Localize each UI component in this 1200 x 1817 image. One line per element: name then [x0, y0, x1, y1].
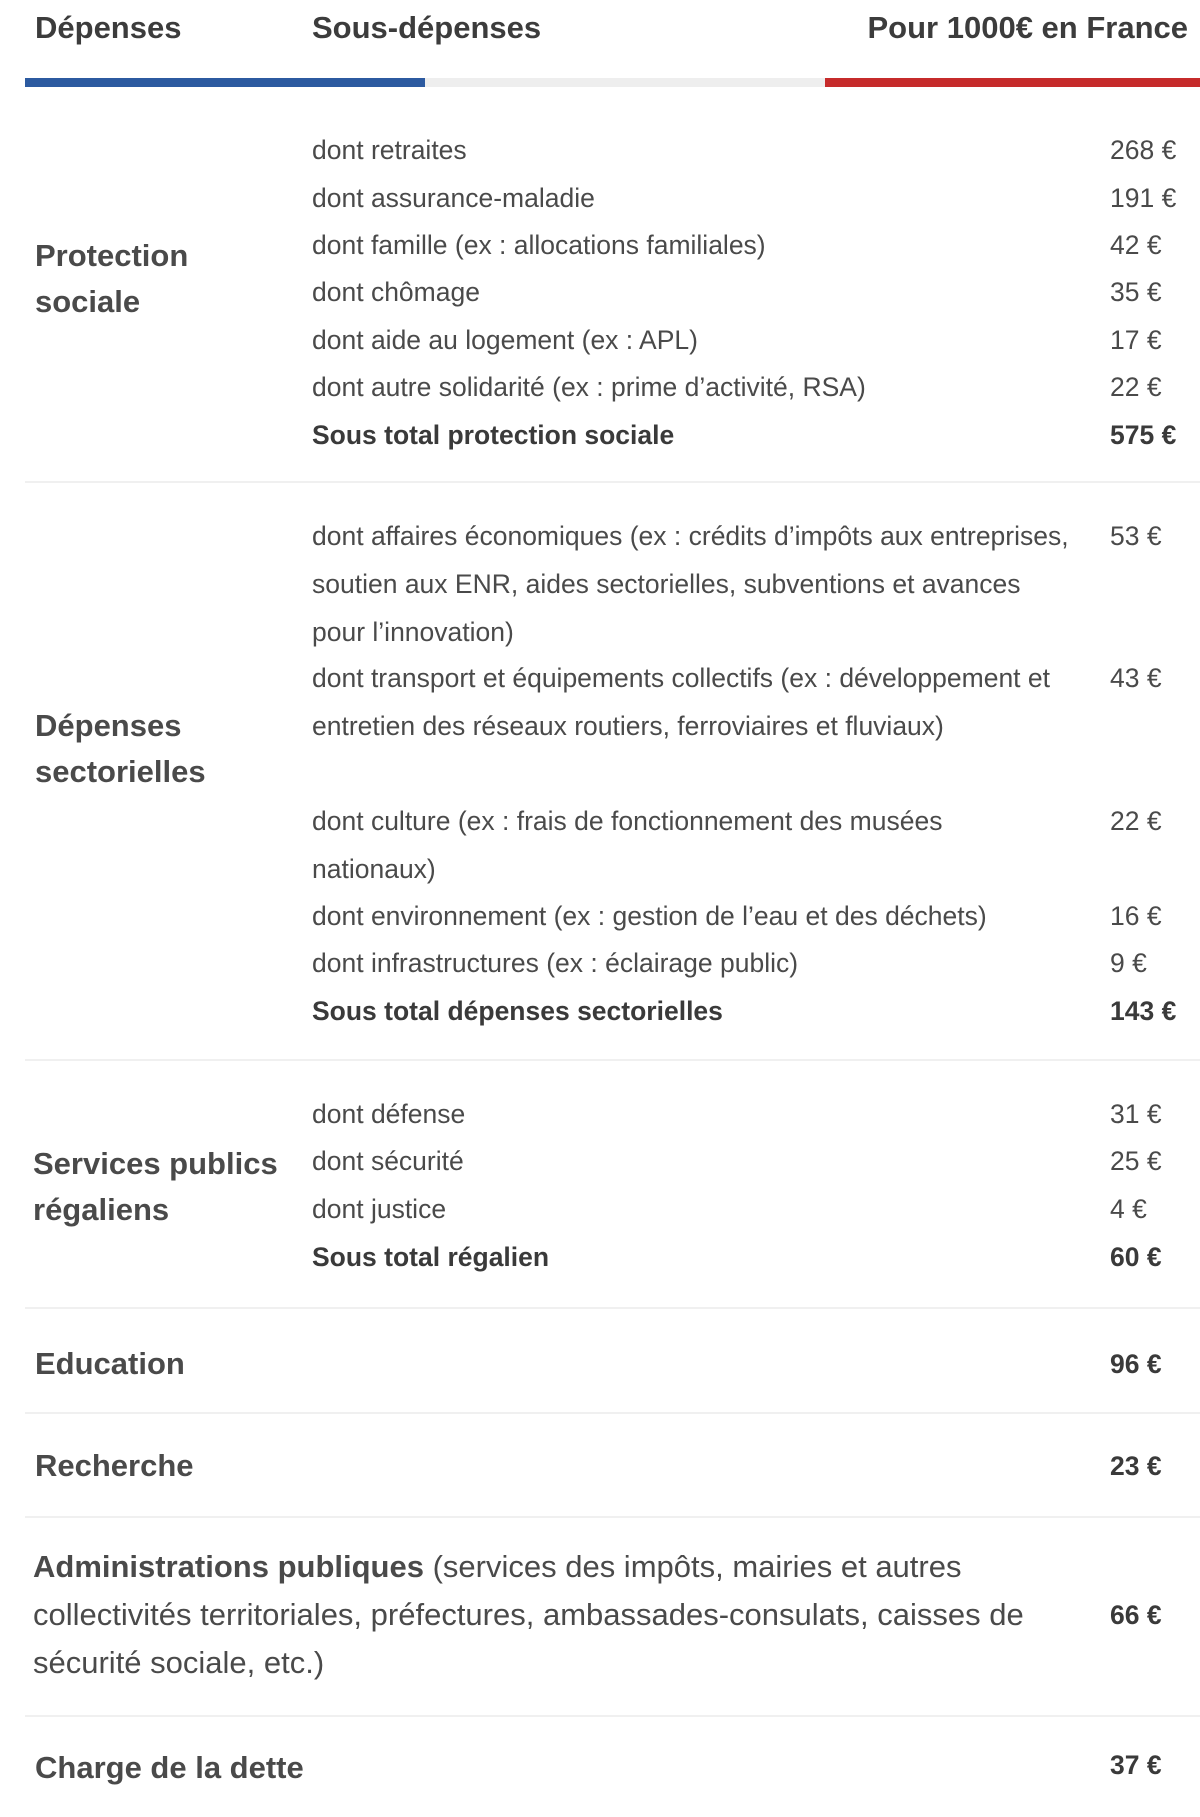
- amount-culture: 22 €: [1110, 806, 1162, 836]
- amount-chomage: 35 €: [1110, 277, 1162, 307]
- section-divider: [25, 1412, 1200, 1414]
- subitem-famille: dont famille (ex : allocations familiales): [312, 230, 766, 260]
- subitem-assurance-maladie: dont assurance-maladie: [312, 183, 595, 213]
- amount-defense: 31 €: [1110, 1099, 1162, 1129]
- subitem-affaires-economiques: dont affaires économiques (ex : crédits d’impôts aux entreprises, soutien aux ENR, aides sectorielles, subventions et avances pour l’innovation): [312, 521, 1069, 647]
- subitem-chomage: dont chômage: [312, 277, 480, 307]
- category-protection-sociale: Protection sociale: [35, 238, 189, 319]
- subitem-culture: dont culture (ex : frais de fonctionnement des musées nationaux): [312, 806, 943, 884]
- amount-transport: 43 €: [1110, 663, 1162, 693]
- header-depenses: Dépenses: [35, 10, 182, 45]
- subtotal-protection-sociale-amount: 575 €: [1110, 420, 1177, 450]
- subitem-retraites: dont retraites: [312, 135, 467, 165]
- subitem-defense: dont défense: [312, 1099, 466, 1129]
- amount-justice: 4 €: [1110, 1194, 1147, 1224]
- subtotal-regalien-label: Sous total régalien: [312, 1242, 550, 1272]
- subitem-infrastructures: dont infrastructures (ex : éclairage public): [312, 948, 799, 978]
- amount-retraites: 268 €: [1110, 135, 1177, 165]
- section-divider: [25, 1516, 1200, 1518]
- administrations-text: [33, 1543, 1073, 1687]
- subitem-transport: dont transport et équipements collectifs (ex : développement et entretien des réseaux routiers, ferroviaires et fluviaux): [312, 663, 1051, 741]
- amount-education: 96 €: [1110, 1349, 1162, 1379]
- amount-recherche: 23 €: [1110, 1451, 1162, 1481]
- amount-environnement: 16 €: [1110, 901, 1162, 931]
- header-montant: Pour 1000€ en France: [867, 10, 1188, 45]
- amount-assurance-maladie: 191 €: [1110, 183, 1177, 213]
- category-education: Education: [35, 1346, 185, 1381]
- subitem-aide-logement: dont aide au logement (ex : APL): [312, 325, 698, 355]
- subitem-autre-solidarite: dont autre solidarité (ex : prime d’activité, RSA): [312, 372, 866, 402]
- section-divider: [25, 1059, 1200, 1061]
- amount-aide-logement: 17 €: [1110, 325, 1162, 355]
- header-bar-red: [825, 78, 1200, 87]
- amount-charge-dette: 37 €: [1110, 1750, 1162, 1780]
- amount-famille: 42 €: [1110, 230, 1162, 260]
- subtotal-sectorielles-label: Sous total dépenses sectorielles: [312, 996, 723, 1026]
- subtotal-protection-sociale-label: Sous total protection sociale: [312, 420, 675, 450]
- category-administrations: Administrations publiques: [33, 1549, 424, 1584]
- section-divider: [25, 1715, 1200, 1717]
- category-regaliens: Services publics régaliens: [33, 1146, 278, 1227]
- subtotal-sectorielles-amount: 143 €: [1110, 996, 1177, 1026]
- section-divider: [25, 481, 1200, 483]
- amount-infrastructures: 9 €: [1110, 948, 1147, 978]
- administrations-description: (services des impôts, mairies et autres collectivités territoriales, préfectures, ambassades-consulats, caisses de sécurité sociale, etc.): [33, 1549, 1024, 1680]
- header-bar-gray: [425, 78, 825, 87]
- subitem-securite: dont sécurité: [312, 1146, 464, 1176]
- amount-administrations: 66 €: [1110, 1600, 1162, 1630]
- header-bar-blue: [25, 78, 425, 87]
- category-recherche: Recherche: [35, 1448, 194, 1483]
- amount-affaires-economiques: 53 €: [1110, 521, 1162, 551]
- subitem-environnement: dont environnement (ex : gestion de l’eau et des déchets): [312, 901, 987, 931]
- header-sous-depenses: Sous-dépenses: [312, 10, 542, 45]
- amount-autre-solidarite: 22 €: [1110, 372, 1162, 402]
- category-depenses-sectorielles: Dépenses sectorielles: [35, 708, 206, 789]
- category-charge-dette: Charge de la dette: [35, 1750, 304, 1785]
- subtotal-regalien-amount: 60 €: [1110, 1242, 1162, 1272]
- subitem-justice: dont justice: [312, 1194, 447, 1224]
- section-divider: [25, 1307, 1200, 1309]
- amount-securite: 25 €: [1110, 1146, 1162, 1176]
